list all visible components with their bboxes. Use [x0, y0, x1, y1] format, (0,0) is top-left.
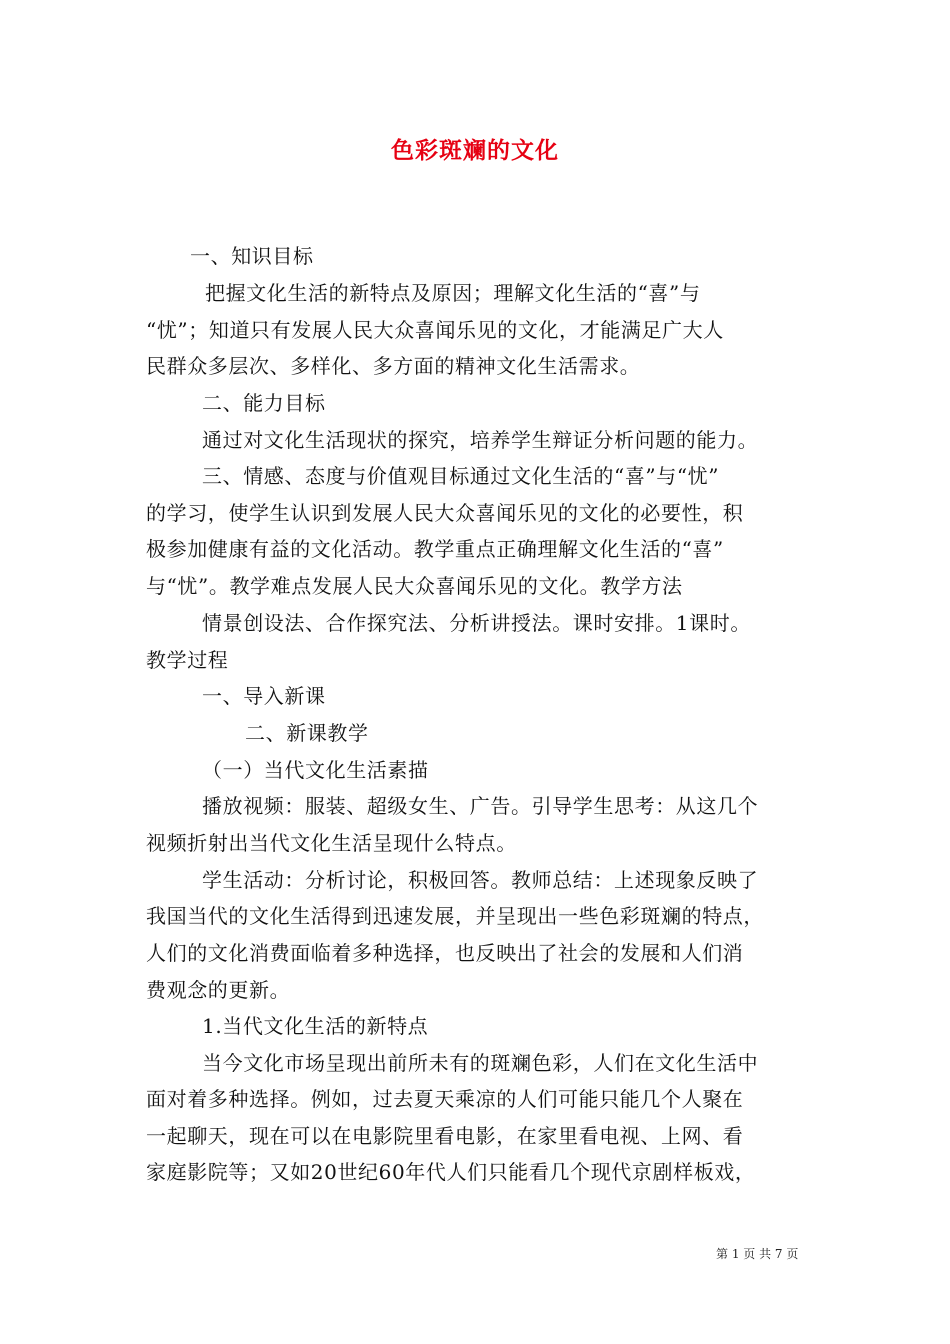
text-line: 视频折射出当代文化生活呈现什么特点。 — [146, 831, 517, 855]
text-line: 通过对文化生活现状的探究，培养学生辩证分析问题的能力。 — [202, 428, 759, 452]
text-line: 二、新课教学 — [245, 721, 369, 745]
text-line: 面对着多种选择。例如，过去夏天乘凉的人们可能只能几个人聚在 — [146, 1087, 744, 1111]
text-line: “忧”；知道只有发展人民大众喜闻乐见的文化，才能满足广大人 — [146, 318, 724, 342]
text-line: 民群众多层次、多样化、多方面的精神文化生活需求。 — [146, 354, 641, 378]
text-line: 当今文化市场呈现出前所未有的斑斓色彩，人们在文化生活中 — [202, 1051, 759, 1075]
text-line: 教学过程 — [146, 648, 229, 672]
text-line: 二、能力目标 — [202, 391, 326, 415]
text-line: 费观念的更新。 — [146, 978, 291, 1002]
text-line: 播放视频：服装、超级女生、广告。引导学生思考：从这几个 — [202, 794, 759, 818]
page-title: 色彩斑斓的文化 — [391, 137, 559, 164]
text-line: （一）当代文化生活素描 — [202, 758, 429, 782]
text-line: 情景创设法、合作探究法、分析讲授法。课时安排。1课时。 — [202, 611, 751, 635]
text-line: 一起聊天，现在可以在电影院里看电影，在家里看电视、上网、看 — [146, 1124, 744, 1148]
text-line: 家庭影院等；又如20世纪60年代人们只能看几个现代京剧样板戏， — [146, 1160, 756, 1184]
page-number: 第 1 页 共 7 页 — [716, 1247, 799, 1261]
text-line: 的学习，使学生认识到发展人民大众喜闻乐见的文化的必要性，积 — [146, 501, 744, 525]
text-line: 三、情感、态度与价值观目标通过文化生活的“喜”与“忧” — [202, 464, 720, 488]
text-line: 一、知识目标 — [190, 244, 314, 268]
text-line: 与“忧”。教学难点发展人民大众喜闻乐见的文化。教学方法 — [146, 574, 683, 598]
text-line: 学生活动：分析讨论，积极回答。教师总结：上述现象反映了 — [202, 868, 759, 892]
text-line: 1.当代文化生活的新特点 — [202, 1014, 429, 1038]
text-line: 极参加健康有益的文化活动。教学重点正确理解文化生活的“喜” — [146, 537, 724, 561]
text-line: 人们的文化消费面临着多种选择，也反映出了社会的发展和人们消 — [146, 941, 744, 965]
text-line: 一、导入新课 — [202, 684, 326, 708]
text-line: 我国当代的文化生活得到迅速发展，并呈现出一些色彩斑斓的特点， — [146, 904, 764, 928]
text-line: 把握文化生活的新特点及原因；理解文化生活的“喜”与 — [205, 281, 701, 305]
